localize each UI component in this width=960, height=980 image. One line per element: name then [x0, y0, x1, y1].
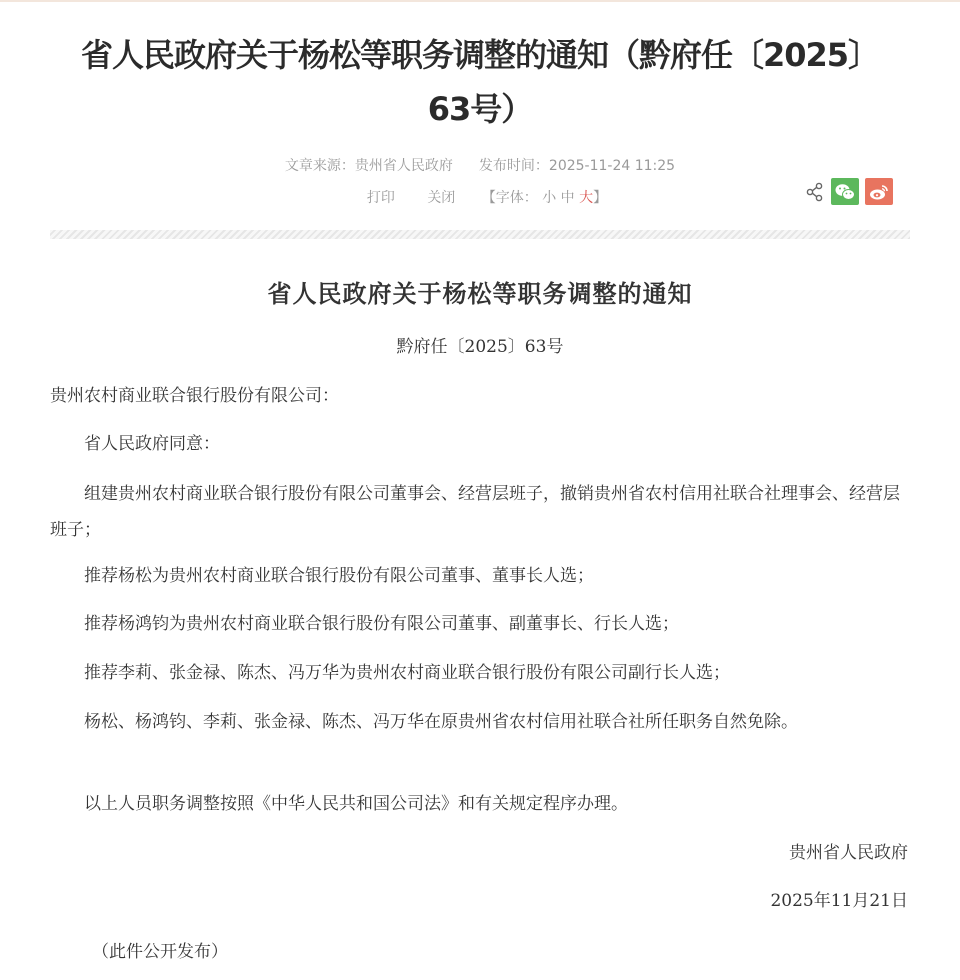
font-size-large[interactable]: 大 [579, 190, 594, 206]
article-headline: 省人民政府关于杨松等职务调整的通知（黔府任〔2025〕63号） [80, 36, 880, 128]
paragraph: 推荐李莉、张金禄、陈杰、冯万华为贵州农村商业联合银行股份有限公司副行长人选； [84, 663, 730, 683]
paragraph: 推荐杨松为贵州农村商业联合银行股份有限公司董事、董事长人选； [84, 566, 594, 586]
font-size-small[interactable]: 小 [542, 190, 557, 206]
close-link[interactable]: 关闭 [427, 190, 456, 206]
source-value: 贵州省人民政府 [354, 158, 453, 174]
document-number: 黔府任〔2025〕63号 [396, 337, 564, 357]
document-date: 2025年11月21日 [770, 891, 908, 911]
paragraph: 以上人员职务调整按照《中华人民共和国公司法》和有关规定程序办理。 [84, 794, 628, 814]
paragraph: 省人民政府同意： [84, 434, 220, 454]
wechat-icon [834, 182, 856, 202]
font-size-medium[interactable]: 中 [560, 190, 575, 206]
share-bar [805, 178, 893, 205]
addressee: 贵州农村商业联合银行股份有限公司： [50, 386, 339, 406]
font-size-suffix: 】 [593, 190, 608, 206]
paragraph: 杨松、杨鸿钧、李莉、张金禄、陈杰、冯万华在原贵州省农村信用社联合社所任职务自然免除。 [84, 712, 798, 732]
source-label: 文章来源： [284, 158, 355, 174]
wechat-share-button[interactable] [831, 178, 859, 205]
share-icon[interactable] [805, 182, 825, 202]
paragraph: 推荐杨鸿钧为贵州农村商业联合银行股份有限公司董事、副董事长、行长人选； [84, 614, 679, 634]
publish-time-value: 2025-11-24 11:25 [548, 158, 676, 174]
hatched-divider [50, 230, 910, 239]
paragraph: 组建贵州农村商业联合银行股份有限公司董事会、经营层班子，撤销贵州省农村信用社联合社理事会、经营层班子； [50, 484, 900, 540]
font-size-control [482, 190, 607, 206]
signature: 贵州省人民政府 [789, 843, 908, 863]
document-title: 省人民政府关于杨松等职务调整的通知 [267, 279, 693, 308]
weibo-icon [868, 182, 890, 202]
top-accent-strip [0, 0, 960, 2]
article-meta [0, 155, 960, 175]
print-link[interactable]: 打印 [366, 190, 395, 206]
font-size-prefix: 【字体： [481, 190, 538, 206]
publication-note: （此件公开发布） [92, 942, 228, 962]
publish-time-label: 发布时间： [478, 158, 549, 174]
weibo-share-button[interactable] [865, 178, 893, 205]
